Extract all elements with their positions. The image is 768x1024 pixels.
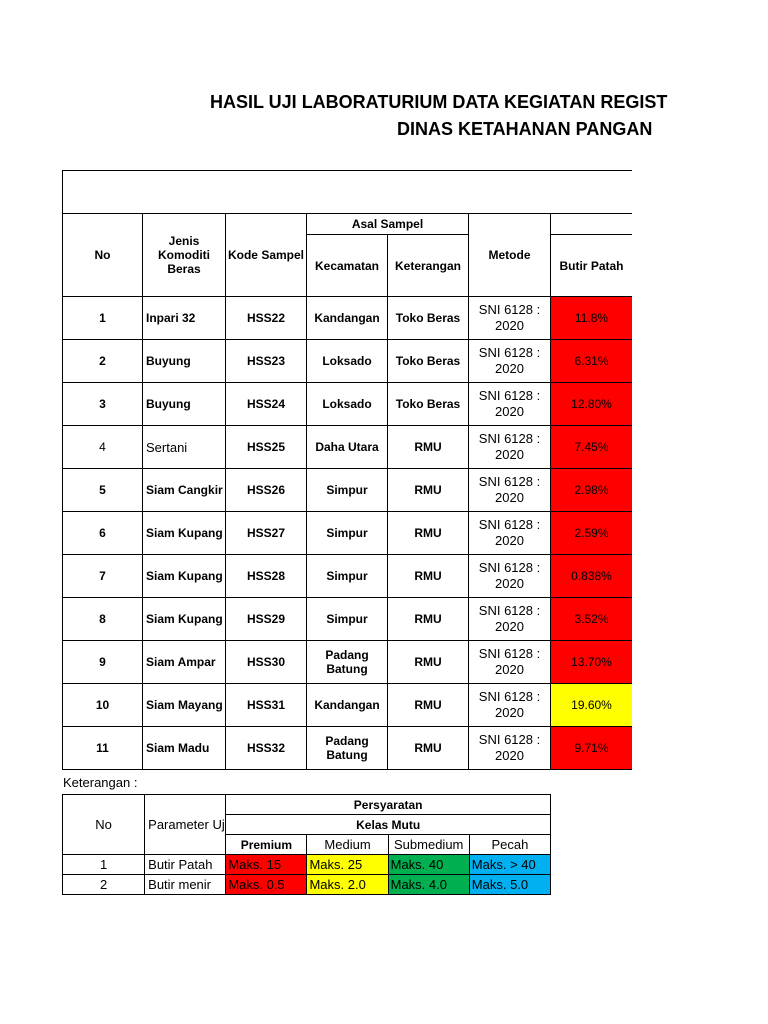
row-metode: SNI 6128 : 2020 xyxy=(469,684,551,727)
header-keterangan: Keterangan xyxy=(388,235,469,297)
row-kecamatan: Simpur xyxy=(307,555,388,598)
legend-class-pecah: Pecah xyxy=(469,835,550,855)
row-jenis: Siam Ampar xyxy=(143,641,226,684)
row-kode: HSS23 xyxy=(226,340,307,383)
row-no: 9 xyxy=(63,641,143,684)
row-keterangan: RMU xyxy=(388,469,469,512)
row-jenis: Siam Cangkir xyxy=(143,469,226,512)
row-kecamatan: Daha Utara xyxy=(307,426,388,469)
legend-row-value: Maks. 0.5 xyxy=(226,875,307,895)
row-keterangan: RMU xyxy=(388,727,469,770)
row-no: 6 xyxy=(63,512,143,555)
legend-class-medium: Medium xyxy=(307,835,388,855)
row-metode: SNI 6128 : 2020 xyxy=(469,555,551,598)
row-no: 10 xyxy=(63,684,143,727)
header-jenis: Jenis Komoditi Beras xyxy=(143,214,226,297)
row-kecamatan: Simpur xyxy=(307,469,388,512)
header-butir-patah: Butir Patah xyxy=(551,235,633,297)
row-kecamatan: Padang Batung xyxy=(307,641,388,684)
row-kode: HSS25 xyxy=(226,426,307,469)
row-kecamatan: Padang Batung xyxy=(307,727,388,770)
legend-row-value: Maks. 5.0 xyxy=(469,875,550,895)
row-metode: SNI 6128 : 2020 xyxy=(469,383,551,426)
header-kode: Kode Sampel xyxy=(226,214,307,297)
row-butir-patah: 2.59% xyxy=(551,512,633,555)
row-kecamatan: Loksado xyxy=(307,340,388,383)
legend-table xyxy=(62,794,551,895)
legend-row-no: 2 xyxy=(63,875,145,895)
row-butir-patah: 3.52% xyxy=(551,598,633,641)
row-no: 1 xyxy=(63,297,143,340)
row-keterangan: RMU xyxy=(388,426,469,469)
row-butir-patah: 6.31% xyxy=(551,340,633,383)
legend-row-no: 1 xyxy=(63,855,145,875)
row-kecamatan: Loksado xyxy=(307,383,388,426)
row-butir-patah: 9.71% xyxy=(551,727,633,770)
row-jenis: Siam Madu xyxy=(143,727,226,770)
row-kode: HSS27 xyxy=(226,512,307,555)
header-kecamatan: Kecamatan xyxy=(307,235,388,297)
row-kecamatan: Kandangan xyxy=(307,684,388,727)
row-jenis: Inpari 32 xyxy=(143,297,226,340)
row-no: 7 xyxy=(63,555,143,598)
row-butir-patah: 2.98% xyxy=(551,469,633,512)
row-keterangan: Toko Beras xyxy=(388,340,469,383)
row-kode: HSS28 xyxy=(226,555,307,598)
legend-row-param: Butir menir xyxy=(145,875,226,895)
header-blank xyxy=(551,214,633,235)
row-keterangan: RMU xyxy=(388,555,469,598)
row-kode: HSS31 xyxy=(226,684,307,727)
header-asal-sampel: Asal Sampel xyxy=(307,214,469,235)
row-butir-patah: 13.70% xyxy=(551,641,633,684)
legend-row xyxy=(63,875,551,895)
report-subtitle: DINAS KETAHANAN PANGAN xyxy=(397,119,653,139)
row-kode: HSS29 xyxy=(226,598,307,641)
legend-header-param: Parameter Uj xyxy=(145,795,226,855)
legend-row-value: Maks. > 40 xyxy=(469,855,550,875)
row-keterangan: RMU xyxy=(388,641,469,684)
report-title: HASIL UJI LABORATURIUM DATA KEGIATAN REGIST xyxy=(210,92,668,112)
row-jenis: Buyung xyxy=(143,383,226,426)
row-no: 4 xyxy=(63,426,143,469)
keterangan-label: Keterangan : xyxy=(63,775,138,790)
legend-row-value: Maks. 40 xyxy=(388,855,469,875)
legend-row-param: Butir Patah xyxy=(145,855,226,875)
legend-row-value: Maks. 2.0 xyxy=(307,875,388,895)
legend-header-persyaratan: Persyaratan xyxy=(226,795,551,815)
row-jenis: Siam Kupang xyxy=(143,512,226,555)
cropped-area xyxy=(632,160,768,780)
row-jenis: Sertani xyxy=(143,426,226,469)
row-metode: SNI 6128 : 2020 xyxy=(469,340,551,383)
row-metode: SNI 6128 : 2020 xyxy=(469,426,551,469)
legend-row-value: Maks. 4.0 xyxy=(388,875,469,895)
row-keterangan: Toko Beras xyxy=(388,383,469,426)
row-metode: SNI 6128 : 2020 xyxy=(469,641,551,684)
header-metode: Metode xyxy=(469,214,551,297)
legend-header-no: No xyxy=(63,795,145,855)
row-jenis: Siam Kupang xyxy=(143,598,226,641)
row-kode: HSS30 xyxy=(226,641,307,684)
row-kecamatan: Kandangan xyxy=(307,297,388,340)
row-keterangan: RMU xyxy=(388,598,469,641)
row-metode: SNI 6128 : 2020 xyxy=(469,512,551,555)
row-jenis: Siam Kupang xyxy=(143,555,226,598)
row-kode: HSS24 xyxy=(226,383,307,426)
row-metode: SNI 6128 : 2020 xyxy=(469,727,551,770)
legend-header-kelas-mutu: Kelas Mutu xyxy=(226,815,551,835)
row-butir-patah: 12.80% xyxy=(551,383,633,426)
row-metode: SNI 6128 : 2020 xyxy=(469,297,551,340)
row-metode: SNI 6128 : 2020 xyxy=(469,469,551,512)
legend-row xyxy=(63,855,551,875)
header-no: No xyxy=(63,214,143,297)
row-no: 8 xyxy=(63,598,143,641)
row-kode: HSS26 xyxy=(226,469,307,512)
legend-class-premium: Premium xyxy=(226,835,307,855)
row-no: 3 xyxy=(63,383,143,426)
row-no: 2 xyxy=(63,340,143,383)
row-jenis: Siam Mayang xyxy=(143,684,226,727)
legend-body xyxy=(63,855,551,895)
row-butir-patah: 11.8% xyxy=(551,297,633,340)
row-keterangan: RMU xyxy=(388,512,469,555)
legend-row-value: Maks. 15 xyxy=(226,855,307,875)
row-keterangan: Toko Beras xyxy=(388,297,469,340)
row-kode: HSS22 xyxy=(226,297,307,340)
row-metode: SNI 6128 : 2020 xyxy=(469,598,551,641)
row-no: 5 xyxy=(63,469,143,512)
row-kecamatan: Simpur xyxy=(307,598,388,641)
row-jenis: Buyung xyxy=(143,340,226,383)
row-kode: HSS32 xyxy=(226,727,307,770)
row-butir-patah: 0.838% xyxy=(551,555,633,598)
row-butir-patah: 19.60% xyxy=(551,684,633,727)
legend-class-submedium: Submedium xyxy=(388,835,469,855)
row-butir-patah: 7.45% xyxy=(551,426,633,469)
row-keterangan: RMU xyxy=(388,684,469,727)
row-kecamatan: Simpur xyxy=(307,512,388,555)
legend-row-value: Maks. 25 xyxy=(307,855,388,875)
row-no: 11 xyxy=(63,727,143,770)
